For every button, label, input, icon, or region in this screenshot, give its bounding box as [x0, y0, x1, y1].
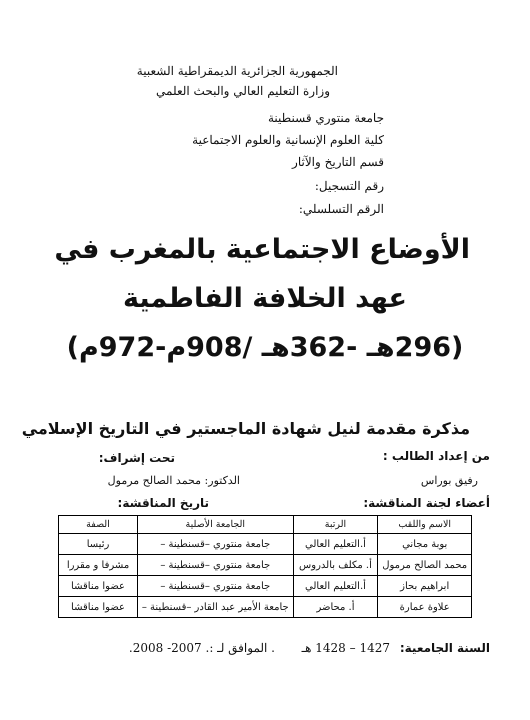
supervisor-label: تحت إشراف: [98, 451, 175, 465]
thesis-title-dates: (296هـ -362هـ /908م-972م) [66, 332, 464, 363]
member-name: بوبة مجاني [378, 534, 472, 555]
header-university: الجامعة الأصلية [138, 516, 294, 534]
member-rank: أ.التعليم العالي [293, 534, 378, 555]
academic-year-label: السنة الجامعية: [399, 641, 490, 655]
faculty-name: كلية العلوم الإنسانية والعلوم الاجتماعية [192, 133, 384, 147]
member-name: ابراهيم بحاز [378, 576, 472, 597]
student-label: من إعداد الطالب : [382, 449, 490, 463]
member-role: عضوا مناقشا [59, 597, 138, 618]
committee-table [58, 515, 472, 618]
member-university: جامعة منتوري –قسنطينة – [138, 555, 294, 576]
defense-date-label: تاريخ المناقشة: [117, 496, 209, 510]
student-name: رفيق بوراس [420, 474, 478, 487]
department-name: قسم التاريخ والآثار [292, 155, 384, 169]
header-rank: الرتبة [293, 516, 378, 534]
supervisor-name: الدكتور: محمد الصالح مرمول [107, 474, 240, 487]
member-university: جامعة منتوري –قسنطينة – [138, 534, 294, 555]
header-name: الاسم واللقب [378, 516, 472, 534]
table-row [59, 597, 472, 618]
memo-statement: مذكرة مقدمة لنيل شهادة الماجستير في التاريخ الإسلامي [21, 419, 470, 438]
table-row [59, 534, 472, 555]
member-rank: أ. محاضر [293, 597, 378, 618]
member-rank: أ.التعليم العالي [293, 576, 378, 597]
member-role: عضوا مناقشا [59, 576, 138, 597]
academic-year-gregorian: . الموافق لـ :. 2007- 2008. [128, 641, 275, 655]
thesis-title-line2: عهد الخلافة الفاطمية [123, 283, 407, 314]
table-row [59, 555, 472, 576]
academic-year-hijri: 1427 – 1428 هـ [301, 641, 390, 655]
serial-label: الرقم التسلسلي: [298, 202, 384, 216]
university-name: جامعة منتوري قسنطينة [268, 111, 384, 125]
member-name: محمد الصالح مرمول [378, 555, 472, 576]
registration-label: رقم التسجيل: [314, 179, 384, 193]
header-role: الصفة [59, 516, 138, 534]
member-university: جامعة الأمير عبد القادر –قسنطينة – [138, 597, 294, 618]
member-university: جامعة منتوري –قسنطينة – [138, 576, 294, 597]
member-rank: أ. مكلف بالدروس [293, 555, 378, 576]
republic-name: الجمهورية الجزائرية الديمقراطية الشعبية [136, 64, 338, 78]
table-row [59, 576, 472, 597]
member-role: مشرفا و مقررا [59, 555, 138, 576]
member-role: رئيسا [59, 534, 138, 555]
committee-label: أعضاء لجنة المناقشة: [363, 496, 490, 510]
thesis-title-line1: الأوضاع الاجتماعية بالمغرب في [54, 234, 470, 265]
ministry-name: وزارة التعليم العالي والبحث العلمي [156, 84, 330, 98]
member-name: علاوة عمارة [378, 597, 472, 618]
committee-table-header [59, 516, 472, 534]
